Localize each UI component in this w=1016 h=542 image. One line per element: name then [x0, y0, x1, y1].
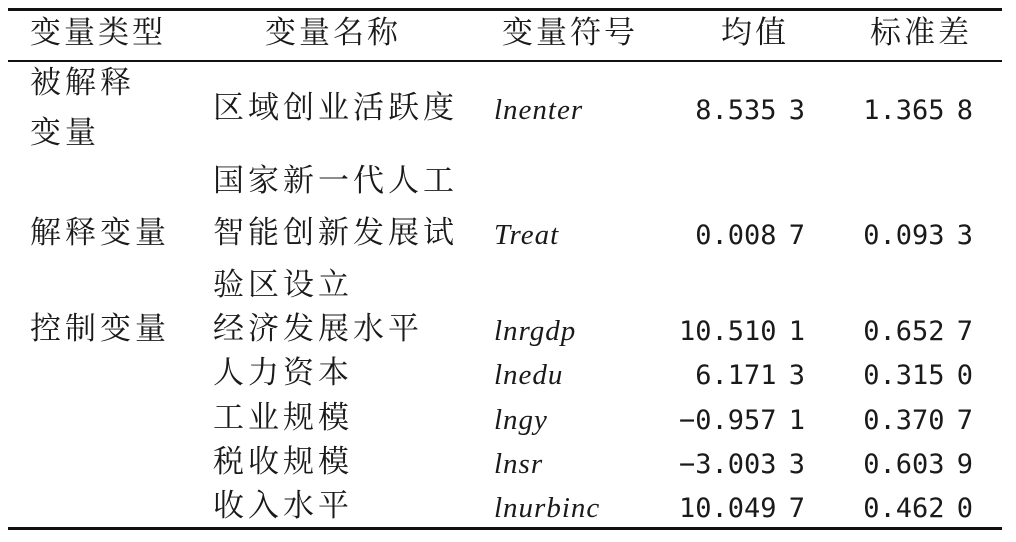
- variable-type: 控制变量: [30, 311, 170, 347]
- mean-value: −0.957 1: [678, 405, 805, 436]
- variable-name-line: 智能创新发展试: [213, 215, 458, 251]
- header-mean: 均值: [721, 15, 789, 51]
- std-dev-value: 0.370 7: [863, 405, 973, 436]
- variable-type-line: 变量: [30, 115, 100, 151]
- variable-name: 区域创业活跃度: [213, 90, 458, 126]
- header-variable-name: 变量名称: [265, 15, 401, 51]
- variable-symbol: lnurbinc: [494, 492, 601, 524]
- variable-name: 人力资本: [213, 355, 353, 391]
- mean-value: 10.049 7: [678, 493, 805, 524]
- variable-name: 收入水平: [213, 488, 353, 524]
- std-dev-value: 0.315 0: [863, 360, 973, 391]
- mean-value: 10.510 1: [678, 316, 805, 347]
- std-dev-value: 0.603 9: [863, 449, 973, 480]
- variable-symbol: lnrgdp: [494, 315, 577, 347]
- variable-name-line: 国家新一代人工: [213, 163, 458, 199]
- variable-symbol: lngy: [494, 404, 548, 436]
- variable-symbol: lnedu: [494, 359, 564, 391]
- std-dev-value: 1.365 8: [863, 95, 973, 126]
- std-dev-value: 0.462 0: [863, 493, 973, 524]
- top-rule: [8, 8, 1002, 11]
- variable-name: 工业规模: [213, 400, 353, 436]
- header-rule: [8, 60, 1002, 62]
- variable-symbol: Treat: [494, 219, 560, 251]
- header-std-dev: 标准差: [870, 15, 972, 51]
- std-dev-value: 0.093 3: [863, 220, 973, 251]
- mean-value: −3.003 3: [678, 449, 805, 480]
- mean-value: 8.535 3: [695, 95, 805, 126]
- variable-name: 经济发展水平: [213, 311, 423, 347]
- variable-type: 解释变量: [30, 215, 170, 251]
- mean-value: 0.008 7: [695, 220, 805, 251]
- bottom-rule: [8, 527, 1002, 530]
- std-dev-value: 0.652 7: [863, 316, 973, 347]
- header-variable-type: 变量类型: [30, 15, 166, 51]
- variable-name: 税收规模: [213, 444, 353, 480]
- variable-type-line: 被解释: [30, 65, 135, 101]
- variable-symbol: lnsr: [494, 448, 544, 480]
- header-variable-symbol: 变量符号: [502, 15, 638, 51]
- variable-symbol: lnenter: [494, 94, 584, 126]
- mean-value: 6.171 3: [695, 360, 805, 391]
- variable-name-line: 验区设立: [213, 267, 353, 303]
